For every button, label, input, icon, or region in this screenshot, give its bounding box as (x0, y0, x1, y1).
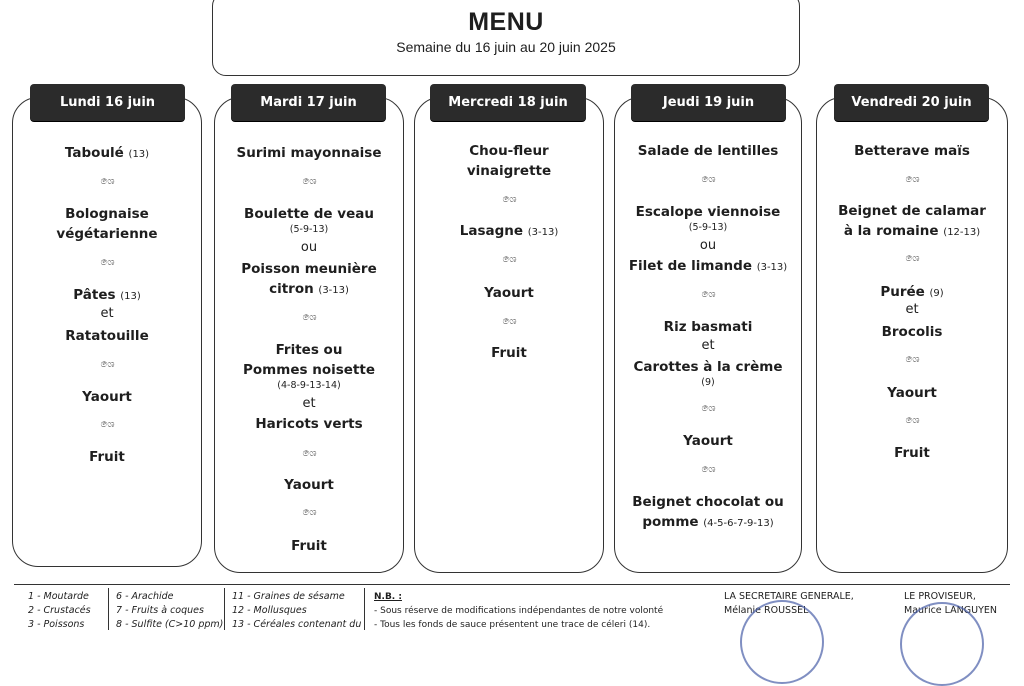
dish-name: Bolognaise (65, 206, 149, 222)
dish-name: à la romaine (843, 223, 939, 239)
nb-notes (374, 590, 663, 632)
separator-ornament-icon: ශෙ (302, 312, 316, 323)
dish-name: Frites ou (275, 342, 343, 358)
nb-line: - Sous réserve de modifications indépendantes de notre volonté (374, 606, 664, 616)
menu-item-name (237, 143, 382, 163)
dish-name: Chou-fleur (469, 143, 549, 159)
conjunction: et (905, 302, 919, 317)
menu-item (467, 141, 551, 181)
dish-name: Yaourt (683, 433, 733, 449)
principal-name: Maurice LANGUYEN (904, 605, 998, 616)
menu-item-name-line2 (243, 360, 375, 380)
dish-name: Fruit (291, 538, 327, 554)
menu-item-name (89, 447, 125, 467)
menu-item (73, 285, 141, 307)
official-stamp (740, 600, 824, 684)
menu-item-name (636, 202, 781, 222)
separator-ornament-icon: ශෙ (701, 464, 715, 475)
dish-name: Taboulé (64, 145, 124, 161)
separator-ornament-icon: ශෙ (302, 448, 316, 459)
menu-item (638, 141, 779, 161)
day-column (214, 97, 404, 573)
dish-name: Yaourt (284, 477, 334, 493)
week-subtitle: Semaine du 16 juin au 20 juin 2025 (396, 39, 616, 55)
menu-item-name-line2 (56, 224, 157, 244)
dish-name: Purée (880, 284, 925, 300)
separator-ornament-icon: ශෙ (100, 176, 114, 187)
menu-item (491, 343, 527, 363)
official-stamp (900, 602, 984, 686)
menu-item (244, 204, 374, 236)
conjunction: ou (300, 240, 318, 255)
separator-ornament-icon: ශෙ (302, 507, 316, 518)
day-label: Jeudi 19 juin (631, 84, 786, 121)
allergen-legend-col1 (28, 590, 91, 632)
dish-name: Surimi mayonnaise (236, 145, 382, 161)
menu-item-name (882, 322, 943, 342)
dish-name: Yaourt (484, 285, 534, 301)
menu-item (894, 443, 930, 463)
footer-vrule (224, 588, 225, 630)
separator-ornament-icon: ශෙ (701, 403, 715, 414)
menu-item (82, 387, 132, 407)
menu-item-name-line2 (241, 279, 377, 301)
footer-vrule (364, 588, 365, 630)
allergen-entry: 1 - Moutarde (28, 591, 89, 602)
menu-item (243, 340, 375, 392)
dish-name: végétarienne (56, 226, 158, 242)
dish-name: Riz basmati (663, 319, 753, 335)
separator-ornament-icon: ශෙ (502, 194, 516, 205)
dish-name: Fruit (491, 345, 527, 361)
dish-name: Lasagne (459, 223, 524, 239)
allergen-codes: (5-9-13) (688, 222, 728, 233)
dish-name: Fruit (894, 445, 930, 461)
dish-name: Pommes noisette (243, 362, 375, 378)
dish-name: Betterave maïs (854, 143, 970, 159)
day-label: Lundi 16 juin (30, 84, 185, 121)
menu-item (237, 143, 382, 163)
menu-item-name (291, 536, 327, 556)
separator-ornament-icon: ශෙ (905, 174, 919, 185)
separator-ornament-icon: ශෙ (701, 289, 715, 300)
allergen-codes: (9) (701, 377, 715, 388)
dish-name: Yaourt (82, 389, 132, 405)
allergen-codes: (3-13) (756, 262, 788, 273)
dish-name: Yaourt (887, 385, 937, 401)
conjunction: et (100, 306, 114, 321)
allergen-codes: (13) (120, 291, 141, 302)
dish-name: pomme (642, 514, 699, 530)
allergen-entry: 11 - Graines de sésame (232, 591, 345, 602)
menu-item-name (632, 492, 784, 512)
dish-name: Fruit (89, 449, 125, 465)
menu-item-name (854, 141, 970, 161)
allergen-entry: 12 - Mollusques (232, 605, 307, 616)
menu-item-name (491, 343, 527, 363)
menu-item (291, 536, 327, 556)
menu-item (65, 143, 149, 165)
menu-item-name (460, 221, 559, 243)
menu-item (636, 202, 781, 234)
menu-item (89, 447, 125, 467)
allergen-entry: 2 - Crustacés (28, 605, 91, 616)
menu-item (484, 283, 534, 303)
footer-vrule (108, 588, 109, 630)
day-label: Vendredi 20 juin (834, 84, 989, 121)
menu-item (854, 141, 970, 161)
separator-ornament-icon: ශෙ (905, 354, 919, 365)
allergen-codes: (4-8-9-13-14) (277, 380, 341, 391)
secretary-name: Mélanie ROUSSEL (724, 605, 809, 616)
menu-item-name (73, 285, 141, 307)
dish-name: Brocolis (881, 324, 943, 340)
menu-item (882, 322, 943, 342)
menu-item (838, 201, 986, 243)
dish-name: Boulette de veau (244, 206, 374, 222)
menu-item (683, 431, 733, 451)
allergen-codes: (9) (929, 288, 944, 299)
menu-item (880, 282, 943, 304)
menu-item (255, 414, 362, 434)
menu-item-name (284, 475, 334, 495)
menu-item (65, 326, 148, 346)
menu-item-name (484, 283, 534, 303)
menu-item (241, 259, 377, 301)
separator-ornament-icon: ශෙ (100, 359, 114, 370)
menu-item (460, 221, 559, 243)
menu-item (632, 492, 784, 534)
menu-item-name (664, 317, 753, 337)
allergen-legend-col2 (116, 590, 223, 632)
allergen-codes: (3-13) (527, 227, 559, 238)
dish-name: Poisson meunière (241, 261, 377, 277)
dish-name: Filet de limande (628, 258, 752, 274)
dish-name: Carottes à la crème (633, 359, 783, 375)
conjunction: et (302, 396, 316, 411)
menu-item-name (467, 141, 551, 161)
allergen-codes: (13) (128, 149, 150, 160)
menu-item-name (633, 357, 782, 377)
nb-title: N.B. : (374, 592, 402, 602)
allergen-entry: 7 - Fruits à coques (116, 605, 204, 616)
secretary-title: LA SECRETAIRE GENERALE, (724, 591, 854, 602)
page-title: MENU (468, 8, 544, 36)
dish-name: Pâtes (73, 287, 116, 303)
menu-item-name (683, 431, 733, 451)
conjunction: ou (699, 238, 717, 253)
principal-title: LE PROVISEUR, (904, 591, 976, 602)
day-label: Mercredi 18 juin (430, 84, 586, 121)
menu-item-name (629, 256, 787, 278)
allergen-entry: 13 - Céréales contenant du (232, 619, 362, 630)
menu-item (887, 383, 937, 403)
separator-ornament-icon: ශෙ (905, 253, 919, 264)
day-label: Mardi 17 juin (231, 84, 386, 121)
allergen-entry: 3 - Poissons (28, 619, 85, 630)
dish-name: Ratatouille (65, 328, 149, 344)
menu-item-name (65, 143, 149, 165)
separator-ornament-icon: ශෙ (302, 176, 316, 187)
separator-ornament-icon: ශෙ (100, 257, 114, 268)
allergen-codes: (4-5-6-7-9-13) (703, 518, 774, 529)
menu-item (284, 475, 334, 495)
dish-name: Escalope viennoise (635, 204, 781, 220)
dish-name: vinaigrette (466, 163, 552, 179)
menu-item-name (243, 340, 375, 360)
menu-item (56, 204, 157, 244)
menu-item-name (255, 414, 362, 434)
menu-item-name (56, 204, 157, 224)
separator-ornament-icon: ශෙ (100, 419, 114, 430)
menu-item-name (894, 443, 930, 463)
separator-ornament-icon: ශෙ (905, 415, 919, 426)
menu-item (629, 256, 787, 278)
allergen-codes: (12-13) (943, 227, 981, 238)
dish-name: citron (269, 281, 314, 297)
dish-name: Beignet de calamar (838, 203, 986, 219)
nb-line: - Tous les fonds de sauce présentent une trace de céleri (14). (374, 620, 651, 630)
dish-name: Salade de lentilles (637, 143, 779, 159)
footer-divider (14, 584, 1010, 585)
menu-item-name (838, 201, 986, 221)
dish-name: Beignet chocolat ou (632, 494, 784, 510)
menu-item-name (82, 387, 132, 407)
menu-item-name (880, 282, 943, 304)
allergen-entry: 8 - Sulfite (C>10 ppm) (116, 619, 224, 630)
menu-header (212, 0, 800, 76)
conjunction: et (701, 338, 715, 353)
menu-item-name-line2 (838, 221, 986, 243)
dish-name: Haricots verts (255, 416, 363, 432)
allergen-codes: (3-13) (318, 285, 349, 296)
menu-item-name (638, 141, 779, 161)
menu-item-name (887, 383, 937, 403)
allergen-legend-col3 (232, 590, 361, 632)
allergen-entry: 6 - Arachide (116, 591, 174, 602)
menu-item (633, 357, 782, 389)
menu-item-name-line2 (467, 161, 551, 181)
menu-item (664, 317, 753, 337)
menu-item-name (65, 326, 148, 346)
separator-ornament-icon: ශෙ (502, 316, 516, 327)
menu-item-name-line2 (632, 512, 784, 534)
menu-item-name (244, 204, 374, 224)
menu-item-name (241, 259, 377, 279)
allergen-codes: (5-9-13) (289, 224, 329, 235)
separator-ornament-icon: ශෙ (701, 174, 715, 185)
separator-ornament-icon: ශෙ (502, 254, 516, 265)
